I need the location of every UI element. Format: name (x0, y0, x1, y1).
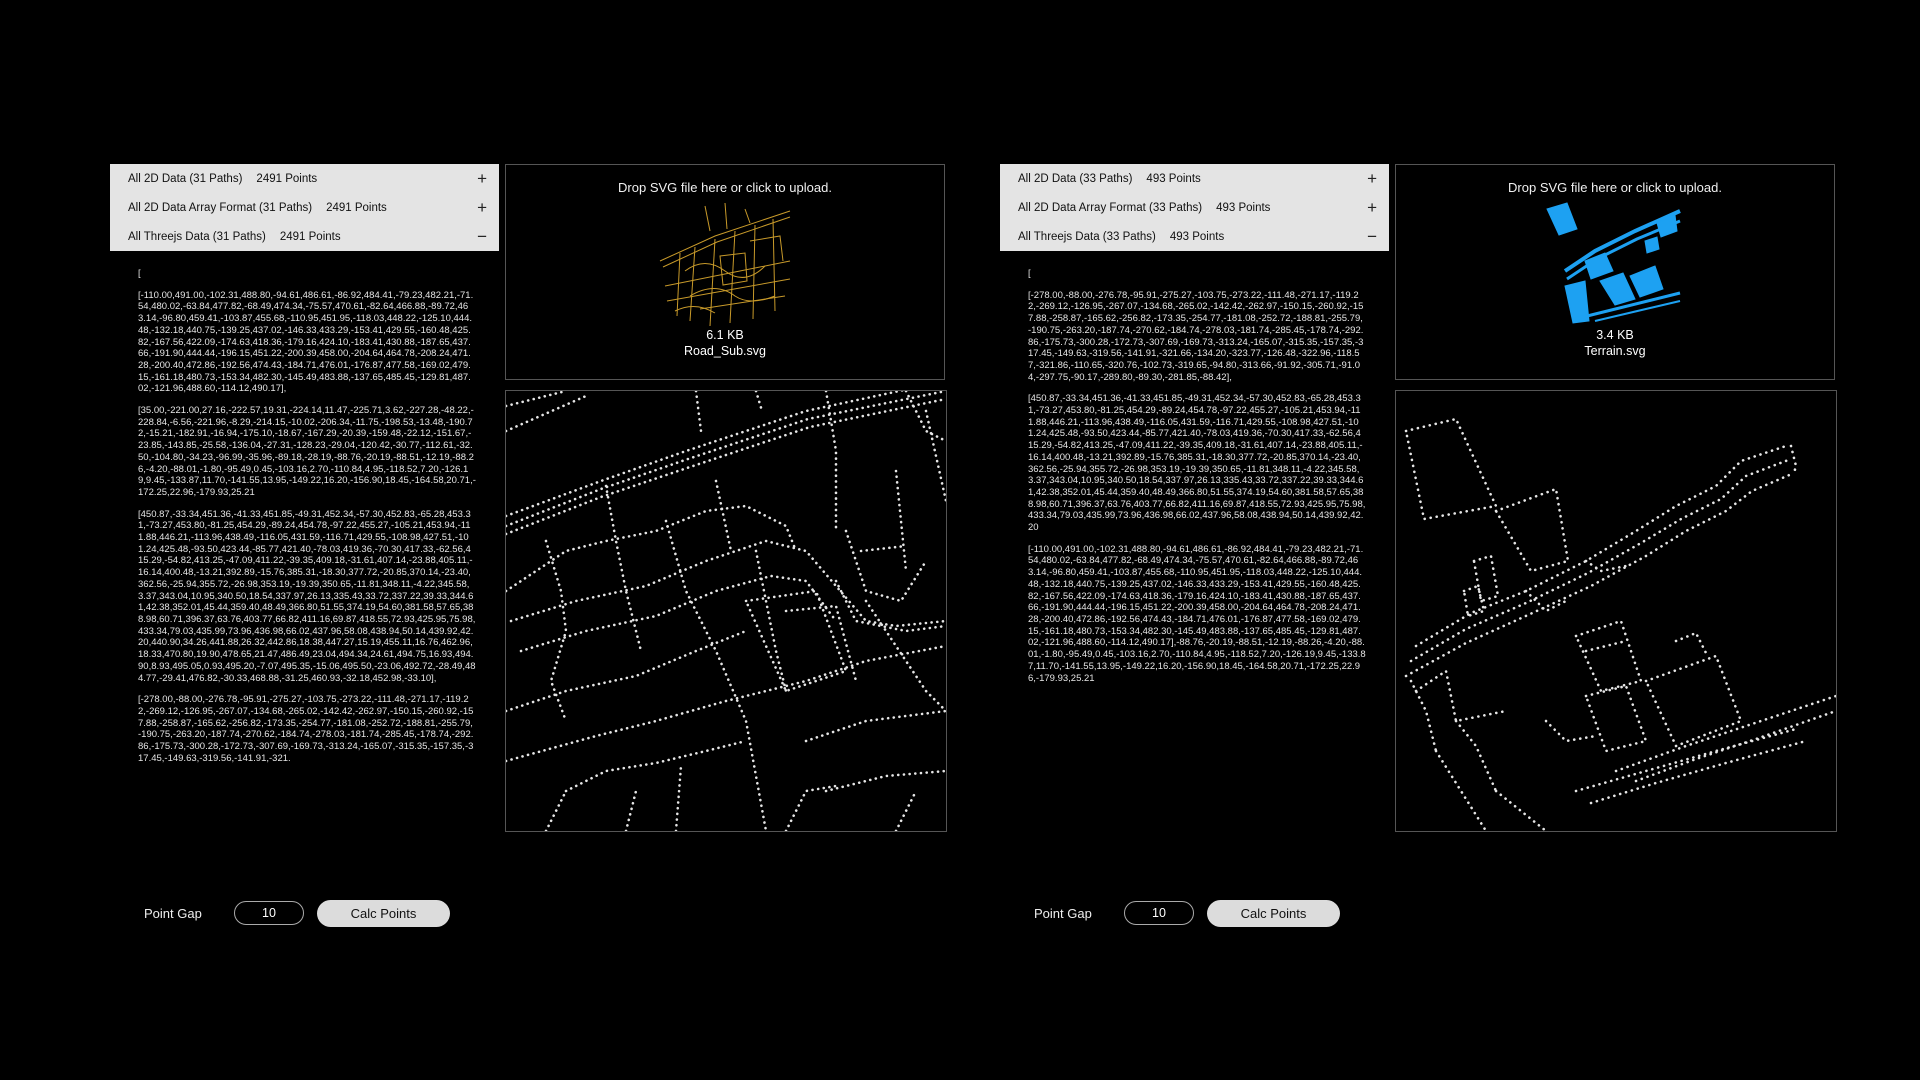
expand-plus-icon[interactable]: + (1367, 198, 1377, 217)
point-gap-input[interactable] (234, 901, 304, 925)
expand-plus-icon[interactable]: + (477, 169, 487, 188)
accordion-label: All Threejs Data (33 Paths) (1018, 230, 1156, 243)
accordion-label: All 2D Data (33 Paths) (1018, 172, 1133, 185)
file-name: Road_Sub.svg (683, 344, 766, 358)
accordion-2d-array-data[interactable] (1000, 193, 1389, 222)
threejs-data-output (1028, 268, 1366, 803)
svg-drop-zone[interactable] (505, 164, 945, 380)
accordion-points: 2491 Points (326, 201, 387, 214)
point-gap-label: Point Gap (144, 905, 202, 921)
code-path-array: [-110.00,491.00,-102.31,488.80,-94.61,486.61,-86.92,484.41,-79.23,482.21,-71.54,480.02,-63.84,477.82,-68.49,474.34,-75.57,470.61,-82.64,466.88,-89.72,463.14,-96.80,459.41,-103.87,455.68,-110.95,451.95,-118.03,448.22,-125.10,444.48,-132.18,440.75,-139.25,437.02,-146.33,433.29,-153.41,429.55,-160.48,425.82,-167.56,422.09,-174.63,418.36,-179.16,424.10,-183.41,430.88,-187.65,437.66,-191.90,444.44,-196.15,451.22,-200.39,458.00,-204.64,464.78,-208.24,471.28,-200.40,472.86,-192.56,474.43,-184.71,476.01,-176.87,477.58,-169.02,479.15,-161.18,480.73,-153.34,482.30,-145.49,483.88,-137.65,485.45,-129.81,487.02,-121.96,488.60,-114.12,490.17],-88.76,-20.19,-88.51,-12.19,-88.26,-4.20,-88.01,-1.80,-95.49,0.45,-103.16,2.70,-110.84,4.95,-118.52,7.20,-126.19,9.45,-133.87,11.70,-141.55,13.95,-149.22,16.20,-156.90,18.45,-164.58,20.71,-172.25,22.96,-179.93,25.21 (1028, 543, 1366, 684)
terrain-points-render (1396, 391, 1836, 831)
code-path-array: [-278.00,-88.00,-276.78,-95.91,-275.27,-103.75,-273.22,-111.48,-271.17,-119.22,-269.12,-126.95,-267.07,-134.68,-265.02,-142.42,-262.97,-150.15,-260.92,-157.88,-258.87,-165.62,-256.82,-173.35,-254.77,-181.08,-252.72,-188.81,-255.79,-190.75,-263.20,-187.74,-270.62,-184.74,-278.03,-181.74,-285.45,-178.74,-292.86,-175.73,-300.28,-172.73,-307.69,-169.73,-313.24,-165.07,-315.35,-157.35,-317.45,-149.63,-319.56,-141.91,-321. (138, 694, 474, 764)
code-path-array: [450.87,-33.34,451.36,-41.33,451.85,-49.31,452.34,-57.30,452.83,-65.28,453.31,-73.27,453.80,-81.25,454.29,-89.24,454.78,-97.22,455.27,-105.21,453.94,-111.88,446.21,-113.96,438.49,-116.05,431.59,-116.71,429.55,-108.98,427.51,-101.24,425.48,-93.50,423.44,-85.77,421.40,-78.03,419.36,-70.30,417.33,-62.56,415.29,-54.82,413.25,-47.09,411.22,-39.35,409.18,-31.61,407.14,-23.88,405.11,-16.14,400.48,-13.21,392.89,-15.76,385.31,-18.30,377.72,-20.85,370.14,-23.40,362.56,-25.94,355.72,-26.98,353.19,-19.39,350.65,-11.81,348.11,-4.22,345.58,3.37,343.04,10.95,340.50,18.54,337.97,26.13,335.43,33.72,337.22,39.33,344.61,42.38,352.01,45.44,359.40,48.49,366.80,51.55,374.19,54.60,381.58,57.65,388.98,60.71,396.37,63.76,403.77,66.82,411.16,69.87,418.55,72.93,425.95,75.98,433.34,79.03,435.99,73.96,436.98,66.02,437.96,58.08,438.94,50.14,439.92,42.20,440.90,34.26,441.88,26.32,442.86,18.38,447.27,15.19,455.11,16.76,462.96,18.33,470.80,19.90,478.65,21.47,486.49,23.04,494.34,24.61,494.75,16.93,494.90,8.93,495.05,0.93,495.20,-7.07,495.35,-15.06,495.50,-23.06,492.72,-28.49,484.77,-29.41,476.82,-30.33,468.88,-31.25,460.93,-32.18,452.98,-33.10], (138, 508, 476, 684)
collapse-minus-icon[interactable]: − (1367, 227, 1377, 246)
accordion-2d-array-data[interactable] (110, 193, 499, 222)
accordion-points: 2491 Points (279, 230, 341, 243)
right-panel (1000, 164, 1875, 934)
threejs-data-output (138, 268, 476, 803)
point-gap-input[interactable] (1124, 901, 1194, 925)
calc-points-button[interactable]: Calc Points (317, 900, 450, 927)
road-points-render (506, 391, 946, 831)
accordion-label: All Threejs Data (31 Paths) (128, 230, 266, 243)
file-size: 6.1 KB (706, 328, 744, 342)
accordion-2d-data[interactable] (1000, 164, 1389, 193)
accordion-label: All 2D Data (31 Paths) (128, 172, 243, 185)
data-accordion (110, 164, 499, 251)
point-gap-controls (144, 900, 450, 926)
accordion-threejs-data[interactable] (1000, 222, 1389, 251)
file-size: 3.4 KB (1596, 328, 1634, 342)
code-path-array: [450.87,-33.34,451.36,-41.33,451.85,-49.31,452.34,-57.30,452.83,-65.28,453.31,-73.27,453.80,-81.25,454.29,-89.24,454.78,-97.22,455.27,-105.21,453.94,-111.88,446.21,-113.96,438.49,-116.05,431.59,-116.71,429.55,-108.98,427.51,-101.24,425.48,-93.50,423.44,-85.77,421.40,-78.03,419.36,-70.30,417.33,-62.56,415.29,-54.82,413.25,-47.09,411.22,-39.35,409.18,-31.61,407.14,-23.88,405.11,-16.14,400.48,-13.21,392.89,-15.76,385.31,-18.30,377.72,-20.85,370.14,-23.40,362.56,-25.94,355.72,-26.98,353.19,-19.39,350.65,-11.81,348.11,-4.22,345.58,3.37,343.04,10.95,340.50,18.54,337.97,26.13,335.43,33.72,337.22,39.33,344.61,42.38,352.01,45.44,359.40,48.49,366.80,51.55,374.19,54.60,381.58,57.65,388.98,60.71,396.37,63.76,403.77,66.82,411.16,69.87,418.55,72.93,425.95,75.98,433.34,79.03,435.99,73.96,436.98,66.02,437.96,58.08,438.94,50.14,439.92,42.20 (1028, 393, 1366, 534)
drop-instructions: Drop SVG file here or click to upload. (618, 180, 832, 195)
drop-instructions: Drop SVG file here or click to upload. (1508, 180, 1722, 195)
accordion-label: All 2D Data Array Format (31 Paths) (128, 201, 313, 214)
code-path-array: [35.00,-221.00,27.16,-222.57,19.31,-224.14,11.47,-225.71,3.62,-227.28,-48.22,-228.84,-6.56,-221.96,-8.29,-214.15,-10.02,-206.34,-11.75,-198.53,-13.48,-190.72,-15.21,-182.91,-16.94,-175.10,-18.67,-167.29,-20.39,-159.48,-22.12,-151.67,-23.85,-143.85,-25.58,-136.04,-27.31,-128.23,-29.04,-120.42,-30.77,-112.61,-32.50,-104.80,-34.23,-96.99,-35.96,-89.18,-28.19,-88.76,-20.19,-88.51,-12.19,-88.26,-4.20,-88.01,-1.80,-95.49,0.45,-103.16,2.70,-110.84,4.95,-118.52,7.20,-126.19,9.45,-133.87,11.70,-141.55,13.95,-149.22,16.20,-156.90,18.45,-164.58,20.71,-172.25,22.96,-179.93,25.21 (138, 405, 476, 498)
point-gap-label: Point Gap (1034, 905, 1092, 921)
calc-points-button[interactable]: Calc Points (1207, 900, 1340, 927)
svg-drop-zone[interactable] (1395, 164, 1835, 380)
collapse-minus-icon[interactable]: − (477, 227, 487, 246)
data-accordion (1000, 164, 1389, 251)
accordion-points: 493 Points (1216, 201, 1271, 214)
road-svg-thumbnail (655, 201, 795, 326)
accordion-points: 493 Points (1169, 230, 1225, 243)
code-path-array: [-278.00,-88.00,-276.78,-95.91,-275.27,-103.75,-273.22,-111.48,-271.17,-119.22,-269.12,-126.95,-267.07,-134.68,-265.02,-142.42,-262.97,-150.15,-260.92,-157.88,-258.87,-165.62,-256.82,-173.35,-254.77,-181.08,-252.72,-188.81,-255.79,-190.75,-263.20,-187.74,-270.62,-184.74,-278.03,-181.74,-285.45,-178.74,-292.86,-175.73,-300.28,-172.73,-307.69,-169.73,-313.24,-165.07,-315.35,-157.35,-317.45,-149.63,-319.56,-141.91,-321.66,-134.20,-323.77,-126.48,-322.96,-118.57,-321.86,-110.65,-320.76,-102.73,-319.65,-94.80,-313.66,-91.92,-305.71,-91.04,-297.75,-90.17,-289.80,-89.30,-281.85,-88.42], (1028, 289, 1364, 383)
expand-plus-icon[interactable]: + (1367, 169, 1377, 188)
expand-plus-icon[interactable]: + (477, 198, 487, 217)
code-path-array: [-110.00,491.00,-102.31,488.80,-94.61,486.61,-86.92,484.41,-79.23,482.21,-71.54,480.02,-63.84,477.82,-68.49,474.34,-75.57,470.61,-82.64,466.88,-89.72,463.14,-96.80,459.41,-103.87,455.68,-110.95,451.95,-118.03,448.22,-125.10,444.48,-132.18,440.75,-139.25,437.02,-146.33,433.29,-153.41,429.55,-160.48,425.82,-167.56,422.09,-174.63,418.36,-179.16,424.10,-183.41,430.88,-187.65,437.66,-191.90,444.44,-196.15,451.22,-200.39,458.00,-204.64,464.78,-208.24,471.28,-200.40,472.86,-192.56,474.43,-184.71,476.01,-176.87,477.58,-169.02,479.15,-161.18,480.73,-153.34,482.30,-145.49,483.88,-137.65,485.45,-129.81,487.02,-121.96,488.60,-114.12,490.17], (138, 289, 474, 395)
code-open-bracket: [ (1028, 268, 1031, 279)
point-gap-controls (1034, 900, 1340, 926)
accordion-points: 2491 Points (256, 172, 318, 185)
terrain-svg-thumbnail (1545, 201, 1685, 326)
file-name: Terrain.svg (1584, 344, 1646, 358)
accordion-2d-data[interactable] (110, 164, 499, 193)
left-panel (110, 164, 985, 934)
code-open-bracket: [ (138, 268, 141, 279)
accordion-threejs-data[interactable] (110, 222, 499, 251)
accordion-label: All 2D Data Array Format (33 Paths) (1018, 201, 1203, 214)
points-preview-canvas[interactable] (505, 390, 947, 832)
accordion-points: 493 Points (1146, 172, 1201, 185)
points-preview-canvas[interactable] (1395, 390, 1837, 832)
